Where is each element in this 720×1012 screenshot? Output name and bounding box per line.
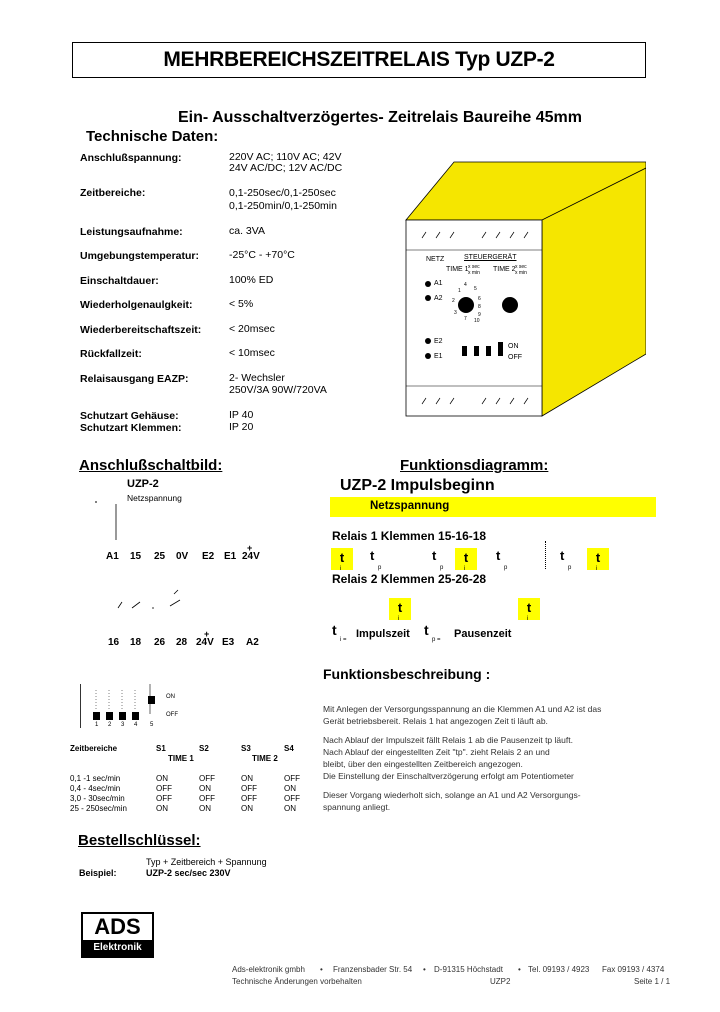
dip-on: ON	[166, 694, 175, 700]
relais2-label: Relais 2 Klemmen 25-26-28	[332, 572, 487, 586]
description-line: Nach Ablauf der Impulszeit fällt Relais 1 ab die Pausenzeit tp läuft.	[323, 735, 573, 745]
netzspannung-bar	[330, 497, 656, 517]
function-heading: Funktionsdiagramm:	[400, 457, 549, 474]
t-glyph: t	[397, 600, 403, 615]
description-line: Gerät betriebsbereit. Relais 1 hat angezogen Zeit ti läuft ab.	[323, 716, 548, 726]
description-line: Die Einstellung der Einschaltverzögerung erfolgt am Potentiometer	[323, 771, 574, 781]
dip-cell: ON	[156, 774, 168, 783]
device-x-min-1: x min	[468, 270, 480, 276]
spec-label: Relaisausgang EAZP:	[80, 373, 189, 385]
device-steuergeraet: STEUERGERÄT	[464, 254, 517, 261]
dip-cell: OFF	[156, 794, 172, 803]
description-line: bleibt, über den eingestellten Zeitbereich angezogen.	[323, 759, 523, 769]
device-dial-7: 7	[464, 316, 467, 322]
legend-ti-sub: i =	[340, 637, 347, 643]
subscript: i	[596, 566, 598, 572]
description-line: spannung anliegt.	[323, 802, 391, 812]
relais2-pulse	[389, 598, 411, 620]
device-dial-2: 2	[452, 298, 455, 304]
device-on: ON	[508, 343, 519, 350]
wiring-netzspannung: Netzspannung	[127, 493, 182, 503]
device-x-sec-1: x sec	[468, 264, 480, 270]
terminal-plus: +	[204, 629, 210, 639]
footer-city: D-91315 Höchstadt	[434, 965, 503, 974]
legend-pausenzeit: Pausenzeit	[454, 628, 512, 640]
spec-label: Einschaltdauer:	[80, 275, 159, 287]
dip-number: 5	[150, 722, 154, 728]
dip-time2: TIME 2	[252, 754, 278, 763]
terminal-label: E2	[202, 551, 215, 562]
subtitle: Ein- Ausschaltverzögertes- Zeitrelais Baureihe 45mm	[178, 109, 582, 126]
footer-doc: UZP2	[490, 977, 511, 986]
dip-col-s2: S2	[199, 744, 209, 753]
dip-number: 4	[134, 722, 138, 728]
terminal-plus: +	[247, 543, 253, 553]
spacer	[323, 782, 663, 789]
relais1-pulse	[331, 548, 353, 570]
description-body	[323, 703, 663, 813]
terminal-label: 26	[154, 637, 166, 648]
footer-page: Seite 1 / 1	[634, 977, 671, 986]
terminal-label: 15	[130, 551, 142, 562]
device-time2: TIME 2	[493, 266, 516, 273]
footer-bullet: •	[518, 965, 521, 974]
page-title-text: MEHRBEREICHSZEITRELAIS Typ UZP-2	[163, 48, 555, 71]
dip-cell: OFF	[284, 774, 300, 783]
device-image	[402, 158, 646, 420]
relais1-pause: t	[496, 548, 501, 563]
device-e1: E1	[434, 353, 443, 360]
dip-number: 3	[121, 722, 125, 728]
dip-cell: OFF	[241, 784, 257, 793]
legend-ti: t	[332, 622, 337, 638]
t-glyph: t	[526, 600, 532, 615]
relais1-label: Relais 1 Klemmen 15-16-18	[332, 529, 487, 543]
footer-fax: Fax 09193 / 4374	[602, 965, 665, 974]
order-example: UZP-2 sec/sec 230V	[146, 868, 231, 878]
relais1-pulse	[587, 548, 609, 570]
terminal-label: 16	[108, 637, 120, 648]
spec-label: Rückfallzeit:	[80, 348, 142, 360]
device-x-sec-2: x sec	[515, 264, 527, 270]
device-dial-5: 5	[474, 286, 477, 292]
footer-note: Technische Änderungen vorbehalten	[232, 977, 362, 986]
dip-switch	[80, 684, 178, 728]
order-line: Typ + Zeitbereich + Spannung	[146, 857, 267, 867]
ads-logo	[81, 912, 154, 958]
netzspannung-label: Netzspannung	[370, 500, 450, 512]
terminal-label: 0V	[176, 551, 189, 562]
dip-cell: OFF	[199, 794, 215, 803]
spec-value: 0,1-250sec/0,1-250sec	[229, 187, 336, 199]
dip-cell: ON	[156, 804, 168, 813]
dip-range: 0,4 - 4sec/min	[70, 784, 121, 793]
device-outline-icon	[402, 158, 646, 420]
spec-value: IP 40	[229, 409, 254, 421]
subscript: i	[398, 616, 400, 622]
dip-cell: ON	[199, 784, 211, 793]
spec-value: -25°C - +70°C	[229, 249, 295, 261]
footer-tel: Tel. 09193 / 4923	[528, 965, 590, 974]
spec-label: Anschlußspannung:	[80, 152, 182, 164]
device-a2: A2	[434, 295, 443, 302]
tech-heading: Technische Daten:	[86, 128, 219, 145]
logo-bottom: Elektronik	[93, 942, 142, 953]
description-line: Mit Anlegen der Versorgungsspannung an die Klemmen A1 und A2 ist das	[323, 704, 602, 714]
t-glyph: t	[463, 550, 469, 565]
dip-col-s4: S4	[284, 744, 294, 753]
spec-label: Schutzart Klemmen:	[80, 422, 182, 434]
relais1-pulse	[455, 548, 477, 570]
relais1-pause: t	[432, 548, 437, 563]
subscript: i	[340, 566, 342, 572]
footer-bullet: •	[423, 965, 426, 974]
terminal-label: 28	[176, 637, 188, 648]
terminal-label: E3	[222, 637, 235, 648]
order-heading: Bestellschlüssel:	[78, 832, 201, 849]
description-line: Nach Ablauf der eingestellten Zeit "tp". zieht Relais 2 an und	[323, 747, 550, 757]
spacer	[323, 727, 663, 734]
device-time1: TIME 1	[446, 266, 469, 273]
function-name: UZP-2 Impulsbeginn	[340, 477, 495, 494]
description-line: Dieser Vorgang wiederholt sich, solange an A1 und A2 Versorgungs-	[323, 790, 581, 800]
subscript: p	[504, 565, 508, 571]
footer-street: Franzensbader Str. 54	[333, 965, 413, 974]
dip-cell: ON	[241, 804, 253, 813]
device-dial-1: 1	[458, 288, 461, 294]
device-dial-8: 8	[478, 304, 481, 310]
legend-impulszeit: Impulszeit	[356, 628, 410, 640]
spec-value: 0,1-250min/0,1-250min	[229, 200, 337, 212]
dip-table	[70, 744, 310, 814]
dip-cell: ON	[284, 784, 296, 793]
spec-label: Umgebungstemperatur:	[80, 250, 200, 262]
spec-value: 24V AC/DC; 12V AC/DC	[229, 162, 343, 174]
subscript: p	[568, 565, 572, 571]
footer-bullet: •	[320, 965, 323, 974]
spec-value: IP 20	[229, 421, 254, 433]
spec-value: ca. 3VA	[229, 225, 265, 237]
wiring-heading: Anschlußschaltbild:	[79, 457, 223, 474]
description-heading: Funktionsbeschreibung :	[323, 666, 491, 682]
dip-col-s3: S3	[241, 744, 251, 753]
dip-time1: TIME 1	[168, 754, 194, 763]
device-dial-6: 6	[478, 296, 481, 302]
device-off: OFF	[508, 354, 522, 361]
spec-value: 2- Wechsler	[229, 372, 285, 384]
device-dial-4: 4	[464, 282, 467, 288]
footer-company: Ads-elektronik gmbh	[232, 965, 305, 974]
device-e2: E2	[434, 338, 443, 345]
device-dial-9: 9	[478, 312, 481, 318]
terminal-label: E1	[224, 551, 237, 562]
subscript: p	[440, 565, 444, 571]
dip-cell: OFF	[284, 794, 300, 803]
spec-value: < 5%	[229, 298, 254, 310]
dip-cell: ON	[199, 804, 211, 813]
relais1-pause: t	[560, 548, 565, 563]
terminal-label: 18	[130, 637, 142, 648]
subscript: p	[378, 565, 382, 571]
spec-value: < 10msec	[229, 347, 275, 359]
logo-top: ADS	[83, 914, 152, 940]
dip-cell: ON	[284, 804, 296, 813]
dip-number: 2	[108, 722, 112, 728]
device-x-min-2: x min	[515, 270, 527, 276]
device-a1: A1	[434, 280, 443, 287]
legend-tp: t	[424, 622, 429, 638]
spec-value: 220V AC; 110V AC; 42V	[229, 151, 342, 163]
dip-range: 25 - 250sec/min	[70, 804, 127, 813]
spec-value: 250V/3A 90W/720VA	[229, 384, 327, 396]
spec-label: Zeitbereiche:	[80, 187, 146, 199]
terminal-label: 24V	[196, 637, 214, 648]
spec-label: Wiederbereitschaftszeit:	[80, 324, 202, 336]
device-dial-10: 10	[474, 318, 480, 324]
dip-cell: OFF	[156, 784, 172, 793]
spec-label: Leistungsaufnahme:	[80, 226, 183, 238]
spec-label: Wiederholgenaulgkeit:	[80, 299, 193, 311]
spec-value: 100% ED	[229, 274, 274, 286]
spec-label: Schutzart Gehäuse:	[80, 410, 179, 422]
dip-col-zeit: Zeitbereiche	[70, 744, 118, 753]
timeline-marker	[545, 541, 547, 569]
wiring-model: UZP-2	[127, 478, 159, 490]
relais1-pause: t	[370, 548, 375, 563]
subscript: i	[464, 566, 466, 572]
dip-cell: OFF	[199, 774, 215, 783]
subscript: i	[527, 616, 529, 622]
t-glyph: t	[339, 550, 345, 565]
dip-col-s1: S1	[156, 744, 166, 753]
dip-cell: ON	[241, 774, 253, 783]
spec-value: < 20msec	[229, 323, 275, 335]
terminal-label: A1	[106, 551, 119, 562]
dip-range: 0,1 -1 sec/min	[70, 774, 121, 783]
order-beispiel: Beispiel:	[79, 868, 117, 878]
t-glyph: t	[595, 550, 601, 565]
dip-number: 1	[95, 722, 99, 728]
dip-range: 3,0 - 30sec/min	[70, 794, 125, 803]
device-dial-3: 3	[454, 310, 457, 316]
dip-cell: OFF	[241, 794, 257, 803]
terminal-label: 25	[154, 551, 166, 562]
dip-off: OFF	[166, 712, 178, 718]
terminal-label: A2	[246, 637, 259, 648]
terminal-label: 24V	[242, 551, 260, 562]
relais2-pulse	[518, 598, 540, 620]
legend-tp-sub: p =	[432, 637, 441, 643]
device-netz: NETZ	[426, 256, 445, 263]
page-title	[72, 42, 646, 78]
